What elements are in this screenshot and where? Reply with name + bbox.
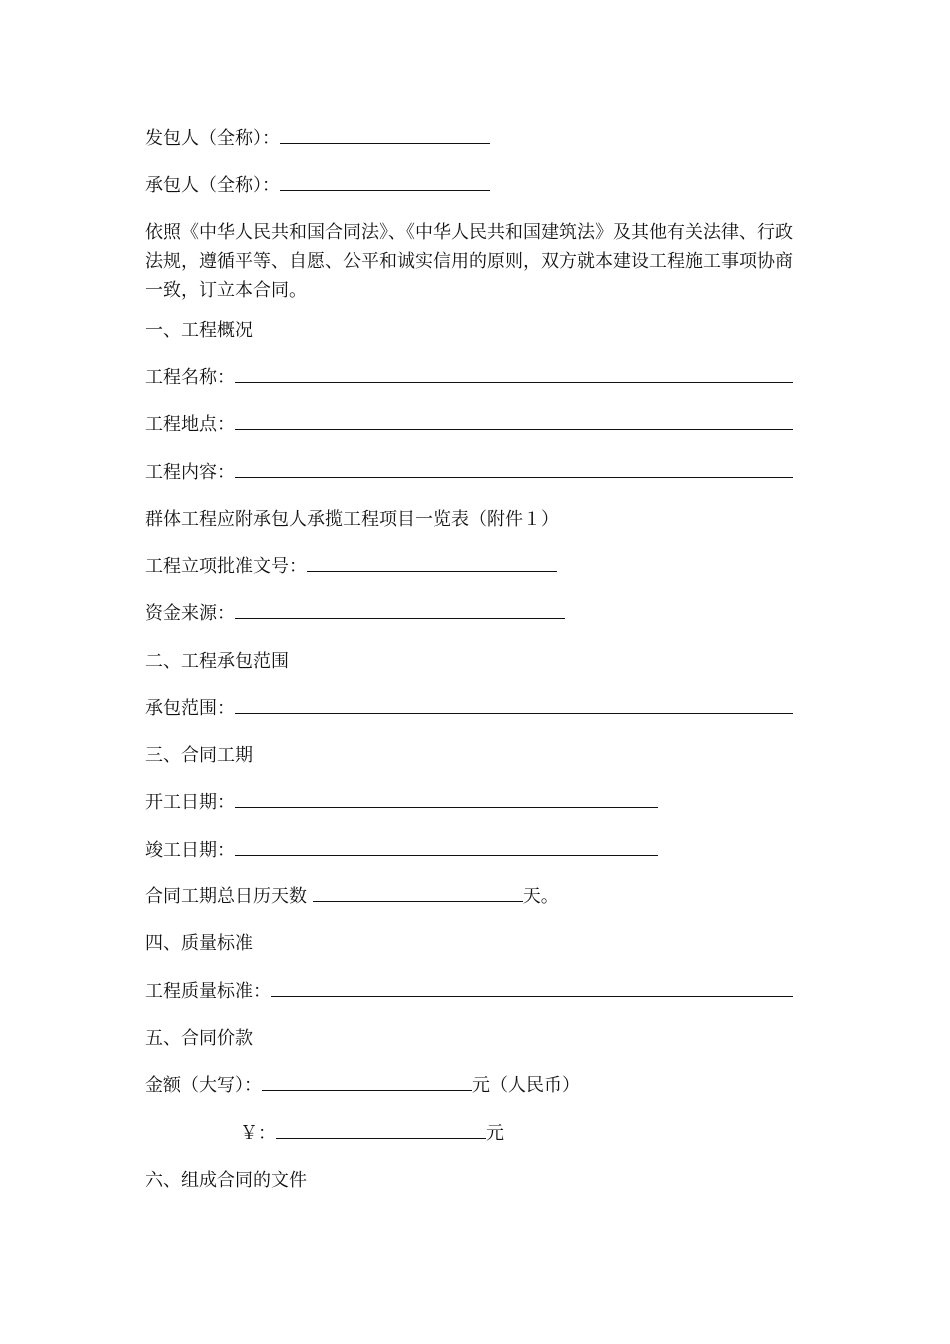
- approval-number-line: [145, 553, 557, 581]
- amount-yen-blank[interactable]: [276, 1120, 486, 1139]
- end-date-blank[interactable]: [235, 837, 658, 856]
- project-location-label: 工程地点：: [145, 414, 235, 435]
- total-days-label: 合同工期总日历天数: [145, 886, 307, 907]
- project-location-line: [145, 411, 793, 439]
- project-name-blank[interactable]: [235, 364, 793, 383]
- funding-source-line: [145, 600, 565, 628]
- employer-label: 发包人（全称）：: [145, 128, 280, 149]
- amount-words-unit: 元（人民币）: [472, 1075, 580, 1096]
- project-name-line: [145, 364, 793, 392]
- contractor-line: [145, 172, 490, 200]
- contractor-blank[interactable]: [280, 172, 490, 191]
- section3-heading: 三、合同工期: [145, 745, 253, 766]
- end-date-label: 竣工日期：: [145, 840, 235, 861]
- start-date-line: [145, 789, 658, 817]
- section4-heading: 四、质量标准: [145, 933, 253, 954]
- start-date-blank[interactable]: [235, 789, 658, 808]
- total-days-unit: 天。: [522, 886, 559, 907]
- group-project-note: 群体工程应附承包人承揽工程项目一览表（附件１）: [145, 509, 559, 530]
- project-content-label: 工程内容：: [145, 462, 235, 483]
- section5-heading: 五、合同价款: [145, 1028, 253, 1049]
- start-date-label: 开工日期：: [145, 792, 235, 813]
- scope-line: [145, 695, 793, 723]
- amount-words-blank[interactable]: [262, 1072, 472, 1091]
- section2-heading: 二、工程承包范围: [145, 651, 289, 672]
- quality-standard-blank[interactable]: [271, 978, 793, 997]
- yen-unit: 元: [486, 1123, 504, 1144]
- project-content-blank[interactable]: [235, 459, 793, 478]
- yen-label: ￥：: [240, 1123, 276, 1144]
- project-name-label: 工程名称：: [145, 367, 235, 388]
- scope-label: 承包范围：: [145, 698, 235, 719]
- amount-words-line: [145, 1072, 580, 1100]
- project-content-line: [145, 459, 793, 487]
- funding-source-label: 资金来源：: [145, 603, 235, 624]
- total-days-blank[interactable]: [313, 883, 523, 902]
- approval-number-blank[interactable]: [307, 553, 557, 572]
- amount-words-label: 金额（大写）：: [145, 1075, 262, 1096]
- section1-heading: 一、工程概况: [145, 320, 253, 341]
- scope-blank[interactable]: [235, 695, 793, 714]
- quality-standard-label: 工程质量标准：: [145, 981, 271, 1002]
- amount-yen-line: [240, 1120, 504, 1148]
- intro-paragraph: 依照《中华人民共和国合同法》、《中华人民共和国建筑法》及其他有关法律、行政法规，遵循平等、自愿、公平和诚实信用的原则，双方就本建设工程施工事项协商一致，订立本合同。: [145, 222, 793, 301]
- project-location-blank[interactable]: [235, 411, 793, 430]
- approval-number-label: 工程立项批准文号：: [145, 556, 307, 577]
- section6-heading: 六、组成合同的文件: [145, 1170, 307, 1191]
- employer-blank[interactable]: [280, 125, 490, 144]
- total-days-line: [145, 883, 559, 911]
- quality-standard-line: [145, 978, 793, 1006]
- end-date-line: [145, 837, 658, 865]
- contractor-label: 承包人（全称）：: [145, 175, 280, 196]
- funding-source-blank[interactable]: [235, 600, 565, 619]
- employer-line: [145, 125, 490, 153]
